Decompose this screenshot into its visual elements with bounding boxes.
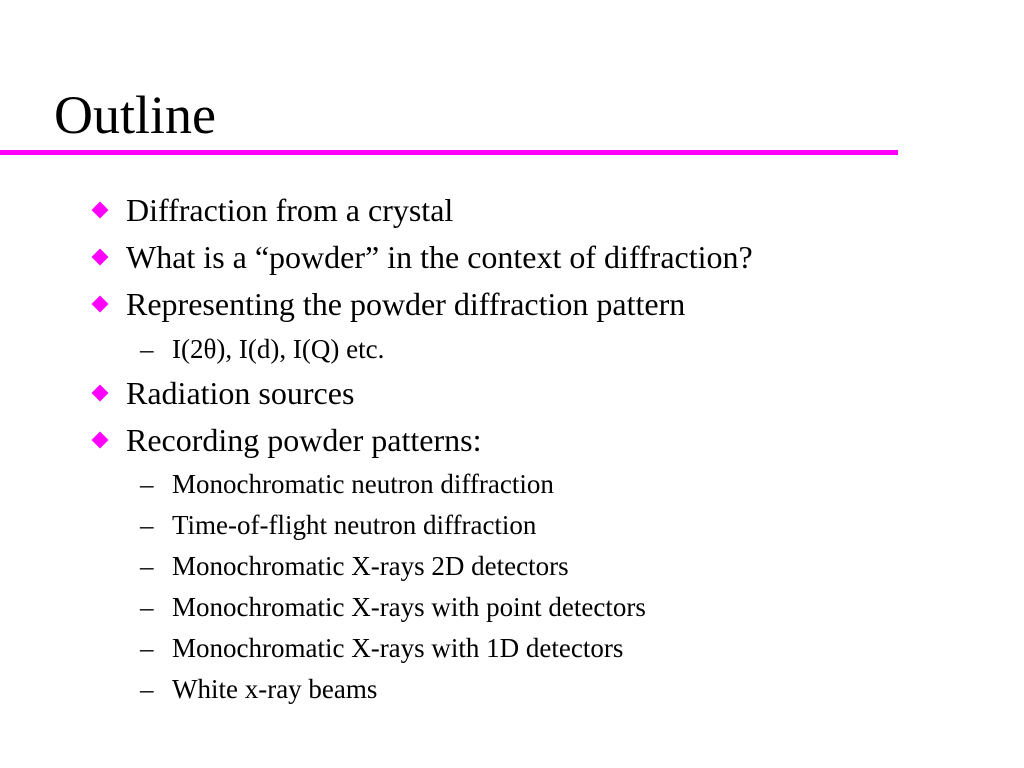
bullet-text: Diffraction from a crystal — [126, 192, 454, 228]
sub-bullet-text: Monochromatic X-rays with point detectors — [172, 592, 646, 622]
bullet-text: Radiation sources — [126, 375, 355, 411]
bullet-text: What is a “powder” in the context of diffraction? — [126, 239, 753, 275]
slide-title: Outline — [54, 85, 216, 145]
diamond-bullet-icon — [92, 432, 109, 449]
sub-bullet-text: White x-ray beams — [172, 674, 378, 704]
diamond-bullet-icon — [92, 296, 109, 313]
dash-bullet: – — [140, 334, 154, 364]
diamond-bullet-icon — [92, 385, 109, 402]
diamond-bullet-icon — [92, 202, 109, 219]
sub-bullet-text: Time-of-flight neutron diffraction — [172, 510, 537, 540]
dash-bullet: – — [140, 633, 154, 663]
title-divider — [0, 150, 898, 155]
dash-bullet: – — [140, 510, 154, 540]
dash-bullet: – — [140, 592, 154, 622]
sub-bullet-text: Monochromatic neutron diffraction — [172, 469, 554, 499]
bullet-text: Recording powder patterns: — [126, 422, 482, 458]
sub-bullet-text: I(2θ), I(d), I(Q) etc. — [172, 334, 385, 364]
dash-bullet: – — [140, 551, 154, 581]
bullet-text: Representing the powder diffraction pattern — [126, 286, 686, 322]
sub-bullet-text: Monochromatic X-rays 2D detectors — [172, 551, 569, 581]
diamond-bullet-icon — [92, 249, 109, 266]
dash-bullet: – — [140, 469, 154, 499]
dash-bullet: – — [140, 674, 154, 704]
sub-bullet-text: Monochromatic X-rays with 1D detectors — [172, 633, 624, 663]
